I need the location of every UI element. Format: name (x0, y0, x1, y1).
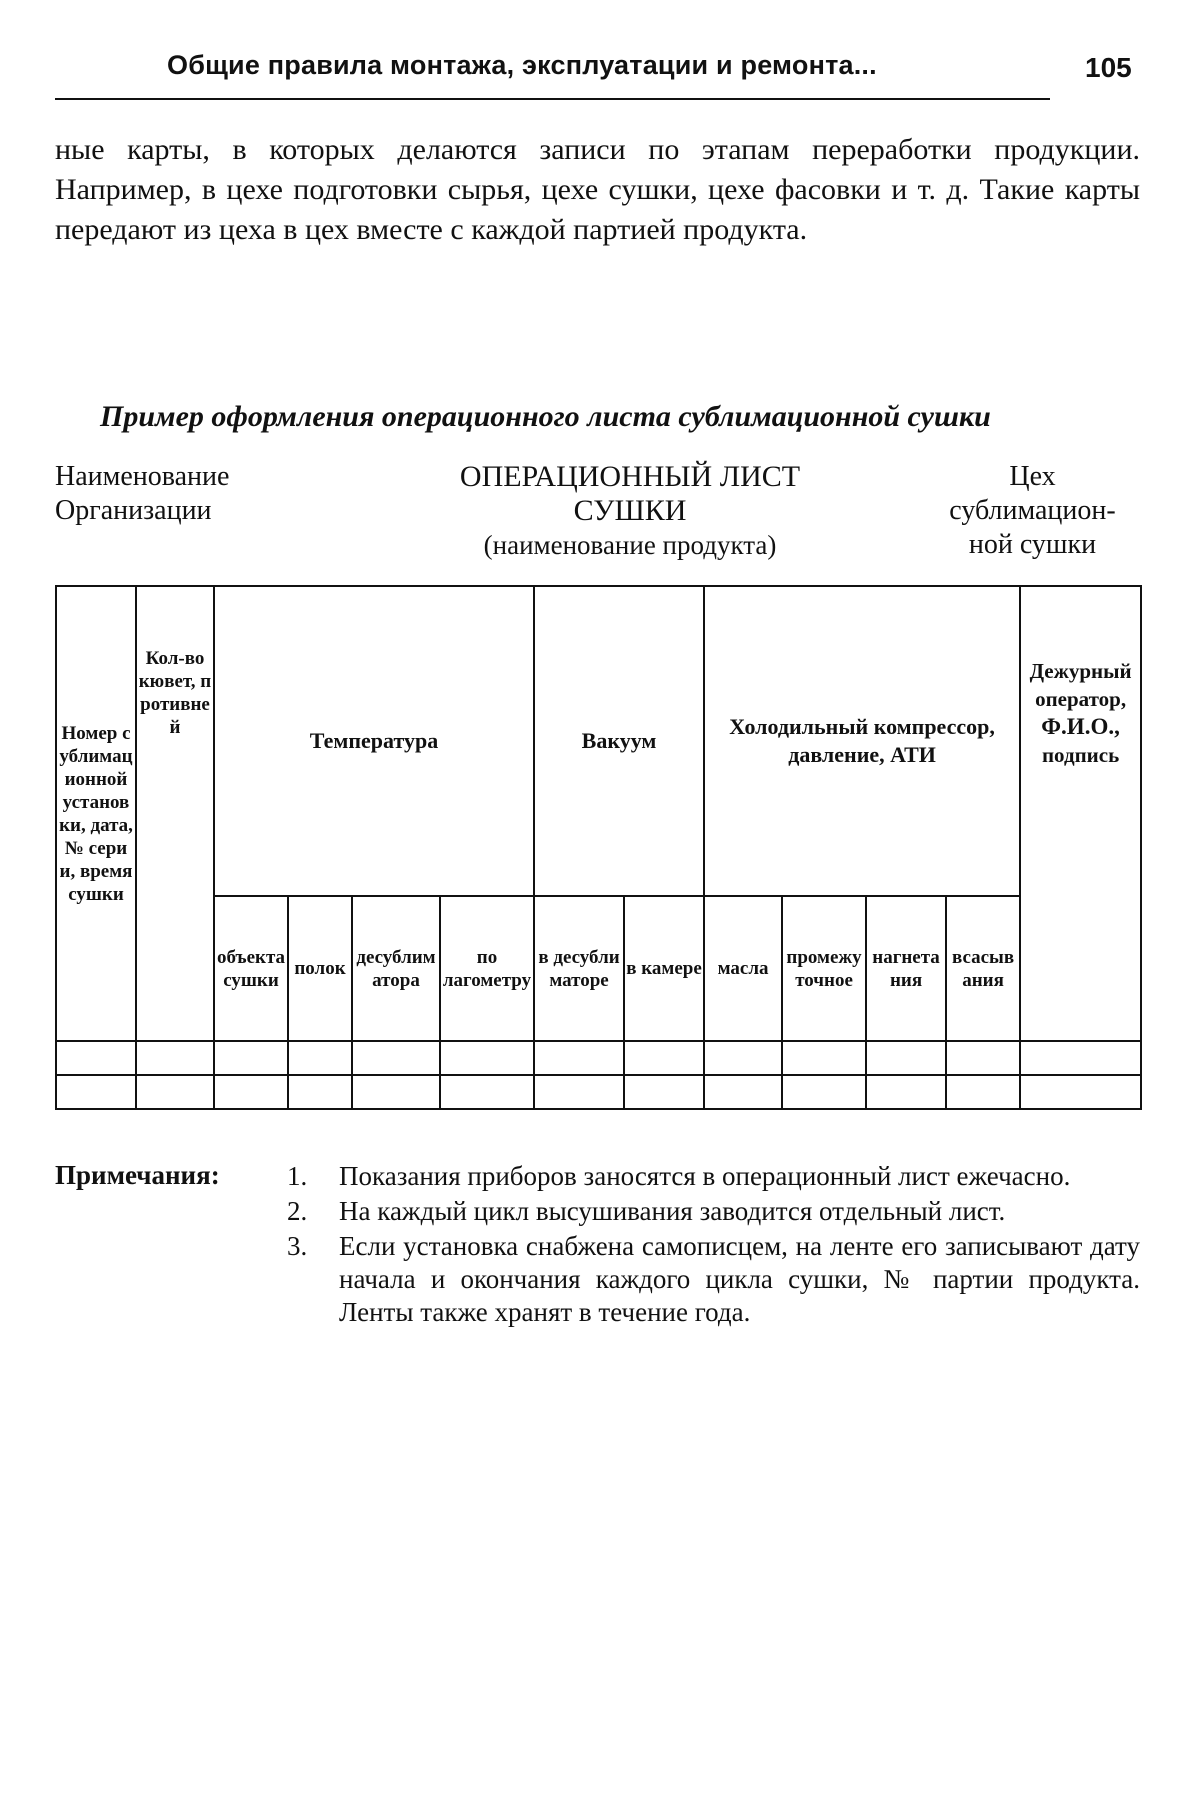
sub-shelves-temp: полок (288, 896, 352, 1041)
form-left-line1: Наименование (55, 460, 229, 494)
notes-list (287, 1160, 1140, 1331)
note-item (287, 1230, 1140, 1329)
notes-label: Примечания: (55, 1160, 220, 1191)
group-vacuum: Вакуум (534, 586, 704, 896)
form-organization-label (55, 460, 229, 528)
table-cell (866, 1075, 946, 1109)
group-compressor: Холодильный компрессор, давление, АТИ (704, 586, 1020, 896)
section-title: Пример оформления операционного листа сублимационной сушки (100, 400, 1140, 434)
running-header (55, 40, 1050, 100)
group-temperature: Температура (214, 586, 534, 896)
form-right-line3: ной сушки (925, 528, 1140, 562)
form-subtitle: СУШКИ (425, 494, 835, 528)
table-cell (56, 1075, 136, 1109)
table-cell (624, 1075, 704, 1109)
running-title: Общие правила монтажа, эксплуатации и ремонта... (167, 50, 877, 81)
note-item (287, 1195, 1140, 1228)
table-cell (946, 1075, 1020, 1109)
table-cell (214, 1041, 288, 1075)
sub-object-temp: объекта сушки (214, 896, 288, 1041)
table-cell (534, 1075, 624, 1109)
table-cell (534, 1041, 624, 1075)
sub-desublimator-vacuum: в десублиматоре (534, 896, 624, 1041)
table-cell (352, 1041, 440, 1075)
table-cell (440, 1041, 534, 1075)
sub-desublimator-temp: десублиматора (352, 896, 440, 1041)
form-left-line2: Организации (55, 494, 229, 528)
col-installation-number: Номер сублимационной установки, дата, № серии, время сушки (56, 586, 136, 1041)
note-number: 2. (287, 1195, 327, 1228)
operation-sheet-table (55, 585, 1142, 1110)
table-cell (1020, 1041, 1141, 1075)
table-cell (136, 1075, 214, 1109)
form-title-block (425, 460, 835, 562)
note-text: На каждый цикл высушивания заводится отдельный лист. (339, 1196, 1005, 1226)
sub-oil-pressure: масла (704, 896, 782, 1041)
sub-suction-pressure: всасывания (946, 896, 1020, 1041)
note-number: 3. (287, 1230, 327, 1263)
book-page (55, 40, 1140, 100)
sub-lagometer-temp: по лагометру (440, 896, 534, 1041)
col-operator-line1: Дежурный оператор, (1022, 657, 1139, 713)
table-cell (136, 1041, 214, 1075)
table-header-row (56, 586, 1141, 896)
table-cell (782, 1075, 866, 1109)
table-cell (866, 1041, 946, 1075)
table-cell (214, 1075, 288, 1109)
table-cell (440, 1075, 534, 1109)
form-right-line1: Цех (925, 460, 1140, 494)
col-operator-line3: подпись (1022, 741, 1139, 769)
table-cell (624, 1041, 704, 1075)
col-operator (1020, 586, 1141, 1041)
table-row (56, 1075, 1141, 1109)
col-operator-line2: Ф.И.О., (1022, 713, 1139, 741)
form-workshop-label (925, 460, 1140, 562)
table-row (56, 1041, 1141, 1075)
note-item (287, 1160, 1140, 1193)
note-text: Если установка снабжена самописцем, на ленте его записывают дату начала и окончания каждого цикла сушки, № партии продукта. Ленты также хранят в течение года. (339, 1231, 1140, 1327)
table-cell (288, 1075, 352, 1109)
body-paragraph: ные карты, в которых делаются записи по этапам переработки продукции. Например, в цехе подготовки сырья, цехе сушки, цехе фасовки и т. д. Такие карты передают из цеха в цех вместе с каждой партией продукта. (55, 130, 1140, 250)
table-cell (56, 1041, 136, 1075)
table-cell (1020, 1075, 1141, 1109)
page-number: 105 (1085, 52, 1132, 84)
sub-chamber-vacuum: в камере (624, 896, 704, 1041)
table-cell (704, 1075, 782, 1109)
table-cell (352, 1075, 440, 1109)
table-subheader-row (56, 896, 1141, 1041)
table-cell (782, 1041, 866, 1075)
note-number: 1. (287, 1160, 327, 1193)
sub-intermediate-pressure: промежуточное (782, 896, 866, 1041)
sub-discharge-pressure: нагнетания (866, 896, 946, 1041)
table-cell (288, 1041, 352, 1075)
table-cell (946, 1041, 1020, 1075)
form-product-note: (наименование продукта) (425, 528, 835, 562)
form-title: ОПЕРАЦИОННЫЙ ЛИСТ (425, 460, 835, 494)
col-cuvettes: Кол-во кювет, противней (136, 586, 214, 1041)
form-right-line2: сублимацион- (925, 494, 1140, 528)
table-cell (704, 1041, 782, 1075)
note-text: Показания приборов заносятся в операционный лист ежечасно. (339, 1161, 1070, 1191)
